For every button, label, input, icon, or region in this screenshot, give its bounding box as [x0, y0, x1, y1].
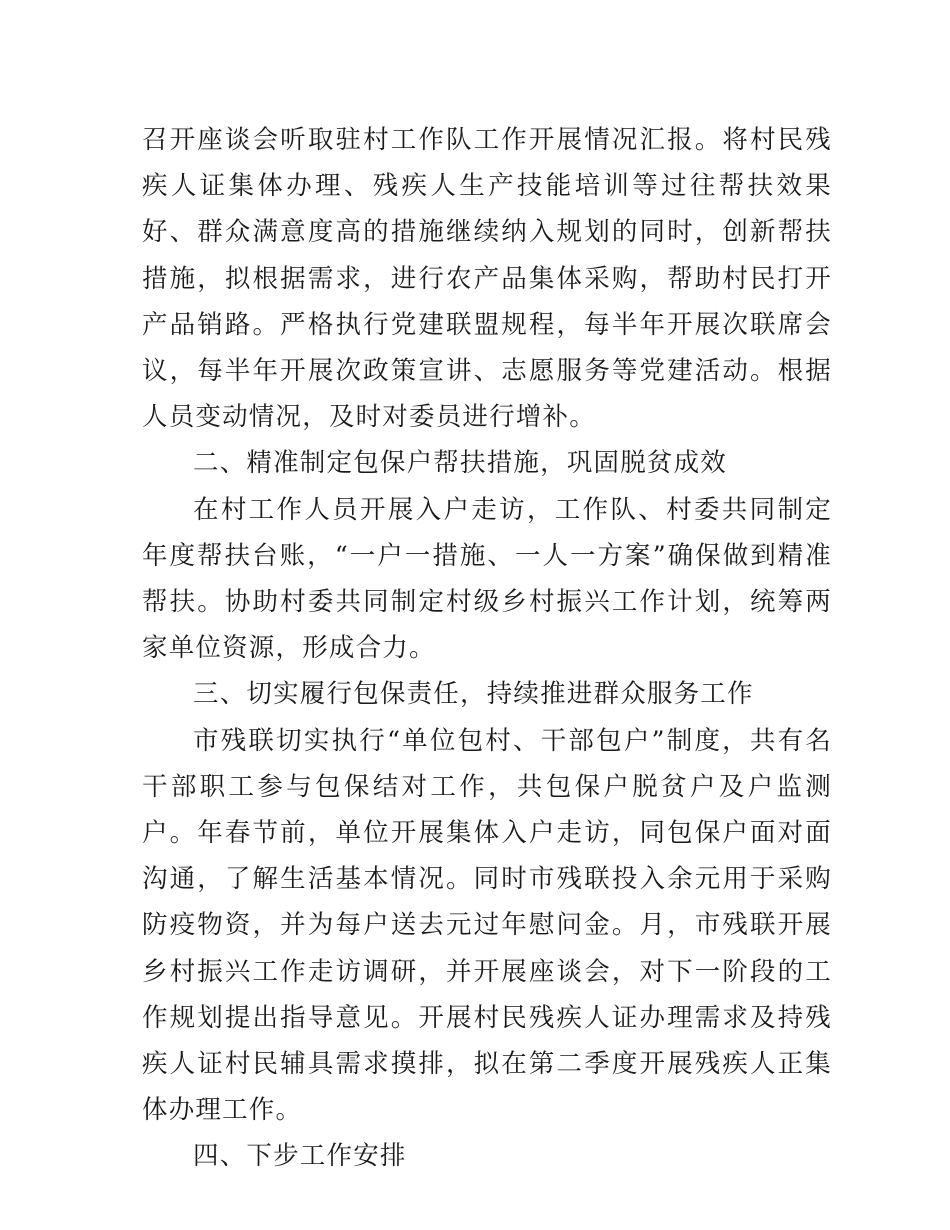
paragraph-section-3: 市残联切实执行“单位包村、干部包户”制度，共有名干部职工参与包保结对工作，共包保户脱贫户及户监测户。年春节前，单位开展集体入户走访，同包保户面对面沟通，了解生活基本情况。同时市残联投入余元用于采购防疫物资，并为每户送去元过年慰问金。月，市残联开展乡村振兴工作走访调研，并开展座谈会，对下一阶段的工作规划提出指导意见。开展村民残疾人证办理需求及持残疾人证村民辅具需求摸排，拟在第二季度开展残疾人正集体办理工作。 — [142, 725, 832, 1126]
paragraph-continued: 召开座谈会听取驻村工作队工作开展情况汇报。将村民残疾人证集体办理、残疾人生产技能培训等过往帮扶效果好、群众满意度高的措施继续纳入规划的同时，创新帮扶措施，拟根据需求，进行农产品集体采购，帮助村民打开产品销路。严格执行党建联盟规程，每半年开展次联席会议，每半年开展次政策宣讲、志愿服务等党建活动。根据人员变动情况，及时对委员进行增补。 — [142, 125, 832, 433]
section-heading-2: 二、精准制定包保户帮扶措施，巩固脱贫成效 — [193, 448, 728, 479]
document-body — [142, 117, 832, 1180]
paragraph-section-2: 在村工作人员开展入户走访，工作队、村委共同制定年度帮扶台账，“一户一措施、一人一方案”确保做到精准帮扶。协助村委共同制定村级乡村振兴工作计划，统筹两家单位资源，形成合力。 — [142, 494, 832, 664]
section-heading-4: 四、下步工作安排 — [193, 1141, 407, 1172]
section-heading-3: 三、切实履行包保责任，持续推进群众服务工作 — [193, 679, 754, 710]
